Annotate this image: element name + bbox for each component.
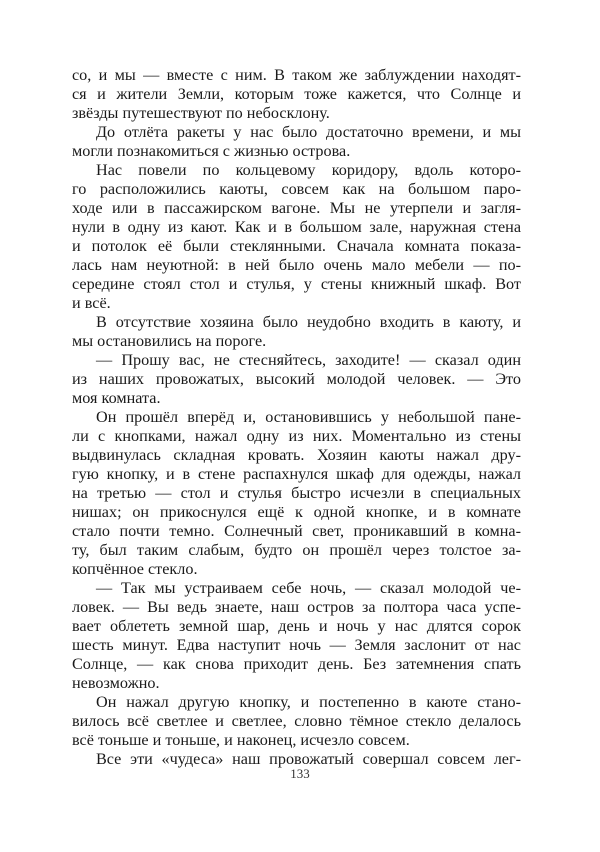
text-line: из наших провожатых, высокий молодой человек. — Это: [72, 370, 521, 388]
text-line: моя комната.: [72, 389, 161, 407]
text-line: — Прошу вас, не стесняйтесь, заходите! — сказал один: [96, 351, 521, 369]
text-line: гую кнопку, и в стене распахнулся шкаф для одежды, нажал: [72, 465, 521, 483]
text-line: нишах; он прикоснулся ещё к одной кнопке, и в комнате: [72, 503, 521, 521]
text-line: могли познакомиться с жизнью острова.: [72, 142, 351, 160]
page-number: 133: [290, 766, 310, 781]
text-line: — Так мы устраиваем себе ночь, — сказал молодой че-: [96, 579, 521, 597]
text-line: вает облететь земной шар, день и ночь у нас длятся сорок: [72, 617, 521, 635]
text-line: мы остановились на пороге.: [72, 332, 267, 350]
text-line: го расположились каюты, совсем как на большом паро-: [72, 180, 521, 198]
text-line: шесть минут. Едва наступит ночь — Земля заслонит от нас: [72, 636, 521, 654]
text-line: Солнце, — как снова приходит день. Без затемнения спать: [72, 655, 521, 673]
text-line: невозможно.: [72, 674, 160, 692]
text-line: Он прошёл вперёд и, остановившись у небольшой пане-: [96, 408, 521, 426]
text-line: ходе или в пассажирском вагоне. Мы не утерпели и загля-: [72, 199, 521, 217]
text-line: копчённое стекло.: [72, 560, 198, 578]
text-line: выдвинулась складная кровать. Хозяин каюты нажал дру-: [72, 446, 521, 464]
text-line: со, и мы — вместе с ним. В таком же заблуждении находят-: [72, 66, 521, 84]
text-line: середине стоял стол и стулья, у стены книжный шкаф. Вот: [72, 275, 521, 293]
text-line: всё тоньше и тоньше, и наконец, исчезло совсем.: [72, 731, 410, 749]
text-line: лась нам неуютной: в ней было очень мало мебели — по-: [72, 256, 521, 274]
text-line: В отсутствие хозяина было неудобно входить в каюту, и: [96, 313, 521, 331]
text-line: ся и жители Земли, которым тоже кажется, что Солнце и: [72, 85, 521, 103]
text-line: звёзды путешествуют по небосклону.: [72, 104, 330, 122]
text-line: вилось всё светлее и светлее, словно тёмное стекло делалось: [72, 712, 521, 730]
text-line: и потолок её были стеклянными. Сначала комната показа-: [72, 237, 521, 255]
text-line: ловек. — Вы ведь знаете, наш остров за полтора часа успе-: [72, 598, 521, 616]
text-line: стало почти темно. Солнечный свет, проникавший в комна-: [72, 522, 521, 540]
text-line: и всё.: [72, 294, 111, 312]
text-line: Все эти «чудеса» наш провожатый совершал совсем лег-: [96, 750, 521, 768]
text-line: Он нажал другую кнопку, и постепенно в каюте стано-: [96, 693, 521, 711]
text-line: Нас повели по кольцевому коридору, вдоль которо-: [96, 161, 521, 179]
text-line: на третью — стол и стулья быстро исчезли в специальных: [72, 484, 521, 502]
text-line: ли с кнопками, нажал одну из них. Моментально из стены: [72, 427, 521, 445]
text-line: До отлёта ракеты у нас было достаточно времени, и мы: [96, 123, 521, 141]
text-line: ту, был таким слабым, будто он прошёл через толстое за-: [72, 541, 521, 559]
body-text: [72, 66, 521, 769]
text-line: нули в одну из кают. Как и в большом зале, наружная стена: [72, 218, 521, 236]
